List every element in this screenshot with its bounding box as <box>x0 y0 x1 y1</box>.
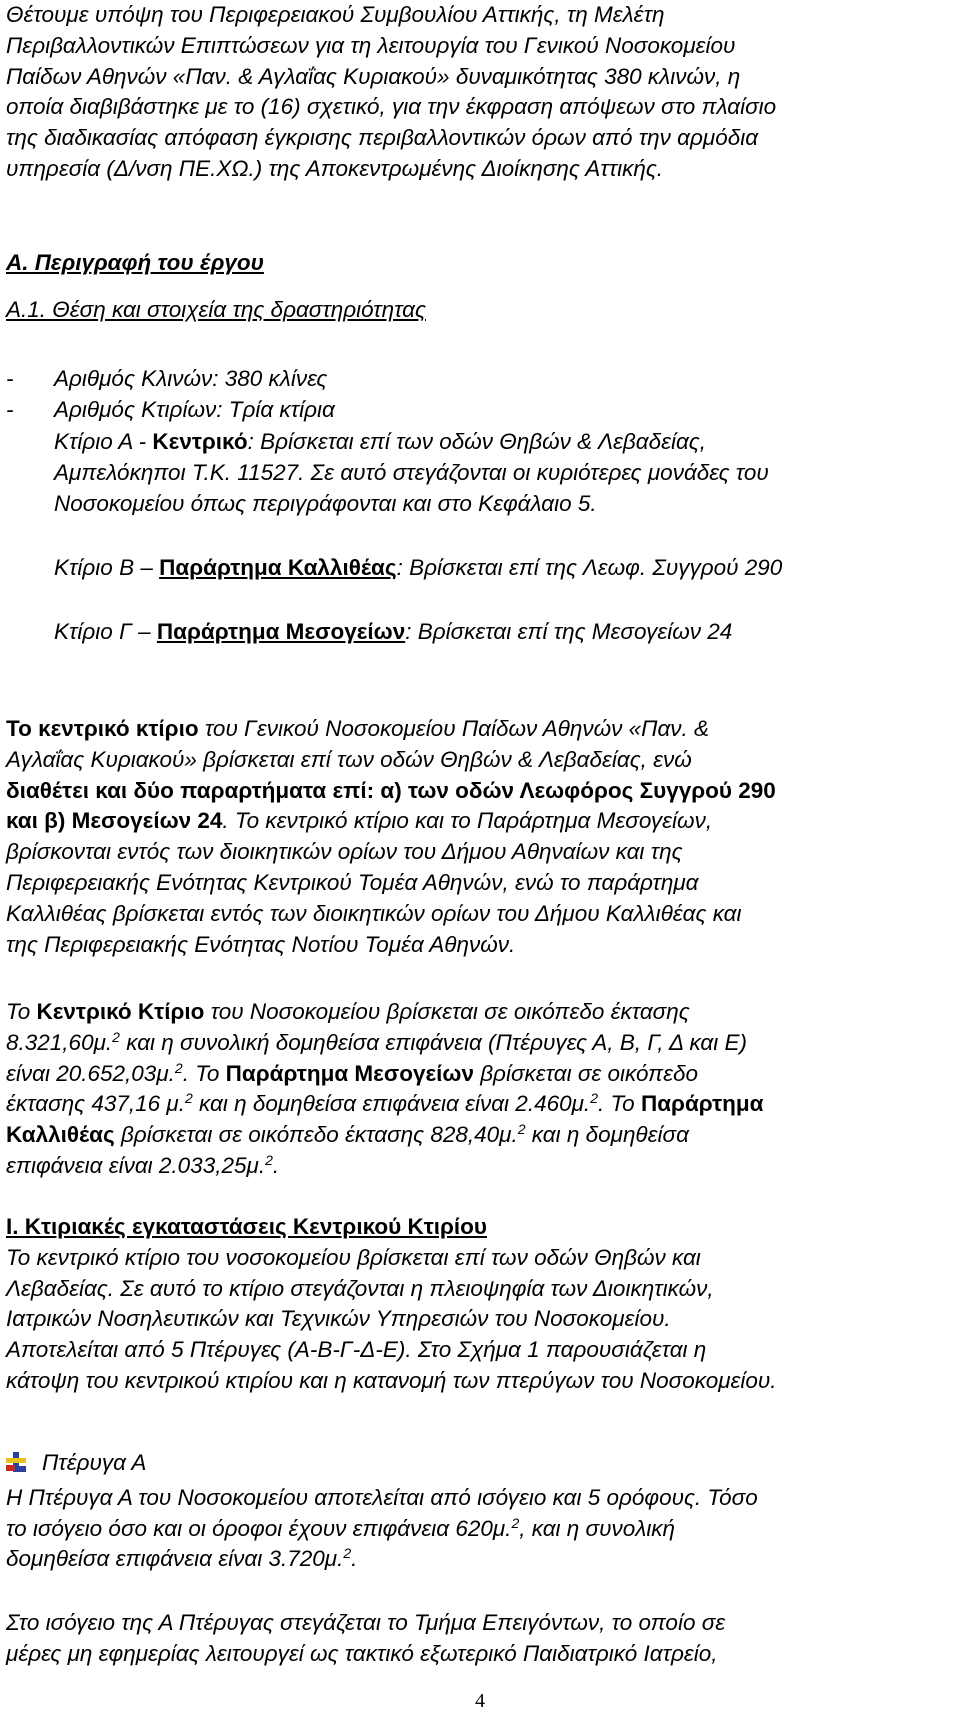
paragraph-text: του Νοσοκομείου βρίσκεται σε οικόπεδο έκτασης <box>204 999 690 1024</box>
superscript: 2 <box>265 1151 273 1168</box>
annex-mesogeion-bold: Παράρτημα Μεσογείων <box>225 1060 474 1086</box>
areas-paragraph <box>6 997 956 1182</box>
paragraph-text: μέρες μη εφημερίας λειτουργεί ως τακτικό εξωτερικό Παιδιατρικό Ιατρείο, <box>6 1640 718 1666</box>
section-a1-heading: Α.1. Θέση και στοιχεία της δραστηριότητας <box>6 297 426 322</box>
intro-line: υπηρεσία (Δ/νση ΠΕ.ΧΩ.) της Αποκεντρωμένης Διοίκησης Αττικής. <box>6 155 664 181</box>
paragraph-text: Στο ισόγειο της Α Πτέρυγας στεγάζεται το Τμήμα Επειγόντων, το οποίο σε <box>6 1610 726 1635</box>
list-item <box>6 364 956 395</box>
activity-details-list <box>6 364 956 426</box>
superscript: 2 <box>517 1121 526 1138</box>
paragraph-text: είναι 20.652,03μ. <box>6 1060 175 1086</box>
paragraph-text: και η συνολική δομηθείσα επιφάνεια (Πτέρυγες Α, Β, Γ, Δ και Ε) <box>119 1029 748 1055</box>
building-b-name: Παράρτημα Καλλιθέας <box>159 555 397 580</box>
paragraph-text: κάτοψη του κεντρικού κτιρίου και η κατανομή των πτερύγων του Νοσοκομείου. <box>6 1367 777 1393</box>
building-b-prefix: Κτίριο Β – <box>54 555 160 580</box>
paragraph-text: Καλλιθέας βρίσκεται εντός των διοικητικών ορίων του Δήμου Καλλιθέας και <box>6 900 742 926</box>
paragraph-text: . Το <box>597 1091 641 1117</box>
paragraph-text: δομηθείσα επιφάνεια είναι 3.720μ. <box>6 1546 344 1572</box>
annex-kallithea-bold: Καλλιθέας <box>6 1122 115 1148</box>
paragraph-text: βρίσκεται σε οικόπεδο έκτασης 828,40μ. <box>114 1122 518 1148</box>
building-a-description <box>54 427 956 519</box>
intro-line: Θέτουμε υπόψη του Περιφερειακού Συμβουλίου Αττικής, τη Μελέτη <box>6 2 665 27</box>
superscript: 2 <box>174 1059 183 1076</box>
building-a-name: Κεντρικό <box>152 429 248 454</box>
list-dash: - <box>6 366 14 391</box>
page-number: 4 <box>475 1690 485 1712</box>
section-i <box>6 1212 956 1397</box>
building-a-text: Νοσοκομείου όπως περιγράφονται και στο Κεφάλαιο 5. <box>54 490 597 516</box>
building-c-prefix: Κτίριο Γ – <box>54 619 157 644</box>
superscript: 2 <box>511 1514 520 1531</box>
superscript: 2 <box>112 1028 120 1045</box>
list-dash: - <box>6 396 14 422</box>
paragraph-text: έκτασης 437,16 μ. <box>6 1091 185 1117</box>
central-building-bold: Το κεντρικό κτίριο <box>6 716 199 741</box>
building-c-name: Παράρτημα Μεσογείων <box>156 619 406 644</box>
paragraph-text: βρίσκονται εντός των διοικητικών ορίων του Δήμου Αθηναίων και της <box>6 839 683 865</box>
paragraph-text: , και η συνολική <box>519 1515 676 1541</box>
superscript: 2 <box>590 1090 598 1107</box>
paragraph-text: Η Πτέρυγα Α του Νοσοκομείου αποτελείται από ισόγειο και 5 ορόφους. Τόσο <box>6 1484 758 1510</box>
paragraph-text: βρίσκεται σε οικόπεδο <box>473 1060 699 1086</box>
paragraph-text: του Γενικού Νοσοκομείου Παίδων Αθηνών «Παν. & <box>198 716 710 741</box>
paragraph-text: και η δομηθείσα <box>525 1122 689 1148</box>
paragraph-text: το ισόγειο όσο και οι όροφοι έχουν επιφάνεια 620μ. <box>6 1515 512 1541</box>
paragraph-text: Αγλαΐας Κυριακού» βρίσκεται επί των οδών Θηβών & Λεβαδείας, ενώ <box>6 746 692 772</box>
central-building-bold: Κεντρικό Κτίριο <box>36 999 205 1024</box>
wing-a-heading <box>6 1448 956 1483</box>
wing-bullet-icon <box>6 1452 28 1483</box>
building-a-text: : Βρίσκεται επί των οδών Θηβών & Λεβαδείας, <box>247 429 706 454</box>
paragraph-text: Το κεντρικό κτίριο του νοσοκομείου βρίσκεται επί των οδών Θηβών και <box>6 1244 701 1270</box>
central-building-paragraph <box>6 714 956 960</box>
building-b-text: : Βρίσκεται επί της Λεωφ. Συγγρού 290 <box>396 555 783 580</box>
paragraph-text: . Το κεντρικό κτίριο και το Παράρτημα Μεσογείων, <box>222 808 713 834</box>
superscript: 2 <box>343 1545 352 1562</box>
buildings-count: Αριθμός Κτιρίων: Τρία κτίρια <box>54 396 335 422</box>
annexes-bold-text: διαθέτει και δύο παραρτήματα επί: α) των οδών Λεωφόρος Συγγρού 290 <box>6 777 776 803</box>
paragraph-text: 8.321,60μ. <box>6 1029 113 1055</box>
building-c-text: : Βρίσκεται επί της Μεσογείων 24 <box>405 619 733 644</box>
paragraph-text: Το <box>6 999 37 1024</box>
superscript: 2 <box>184 1090 193 1107</box>
paragraph-text: Αποτελείται από 5 Πτέρυγες (Α-Β-Γ-Δ-Ε). Στο Σχήμα 1 παρουσιάζεται η <box>6 1337 707 1363</box>
paragraph-text: Ιατρικών Νοσηλευτικών και Τεχνικών Υπηρεσιών του Νοσοκομείου. <box>6 1306 671 1332</box>
intro-paragraph <box>6 0 956 185</box>
building-a-prefix: Κτίριο Α - <box>54 429 153 454</box>
paragraph-text: . <box>351 1546 358 1572</box>
building-a-text: Αμπελόκηποι Τ.Κ. 11527. Σε αυτό στεγάζονται οι κυριότερες μονάδες του <box>54 459 769 485</box>
paragraph-text: της Περιφερειακής Ενότητας Νοτίου Τομέα Αθηνών. <box>6 931 516 957</box>
list-item <box>6 395 956 426</box>
beds-count: Αριθμός Κλινών: 380 κλίνες <box>54 366 328 391</box>
building-c-description <box>54 617 956 648</box>
paragraph-text: Λεβαδείας. Σε αυτό το κτίριο στεγάζονται η πλειοψηφία των Διοικητικών, <box>6 1275 714 1301</box>
section-a-heading: Α. Περιγραφή του έργου <box>6 250 264 275</box>
section-i-heading: Ι. Κτιριακές εγκαταστάσεις Κεντρικού Κτιρίου <box>6 1214 488 1239</box>
paragraph-text: . Το <box>182 1060 226 1086</box>
ground-floor-paragraph <box>6 1608 956 1670</box>
paragraph-text: επιφάνεια είναι 2.033,25μ. <box>6 1152 266 1178</box>
annex-kallithea-bold: Παράρτημα <box>640 1091 764 1117</box>
wing-a-section <box>6 1448 956 1575</box>
wing-a-title: Πτέρυγα Α <box>42 1450 147 1475</box>
intro-line: της διαδικασίας απόφαση έγκρισης περιβαλλοντικών όρων από την αρμόδια <box>6 125 759 151</box>
intro-line: Περιβαλλοντικών Επιπτώσεων για τη λειτουργία του Γενικού Νοσοκομείου <box>6 32 736 58</box>
paragraph-text: Περιφερειακής Ενότητας Κεντρικού Τομέα Αθηνών, ενώ το παράρτημα <box>6 869 699 895</box>
building-b-description <box>54 553 956 584</box>
annexes-bold-text: και β) Μεσογείων 24 <box>6 808 223 834</box>
intro-line: Παίδων Αθηνών «Παν. & Αγλαΐας Κυριακού» δυναμικότητας 380 κλινών, η <box>6 63 741 89</box>
paragraph-text: και η δομηθείσα επιφάνεια είναι 2.460μ. <box>192 1091 591 1117</box>
paragraph-text: . <box>272 1152 280 1178</box>
intro-line: οποία διαβιβάστηκε με το (16) σχετικό, για την έκφραση απόψεων στο πλαίσιο <box>6 94 777 120</box>
